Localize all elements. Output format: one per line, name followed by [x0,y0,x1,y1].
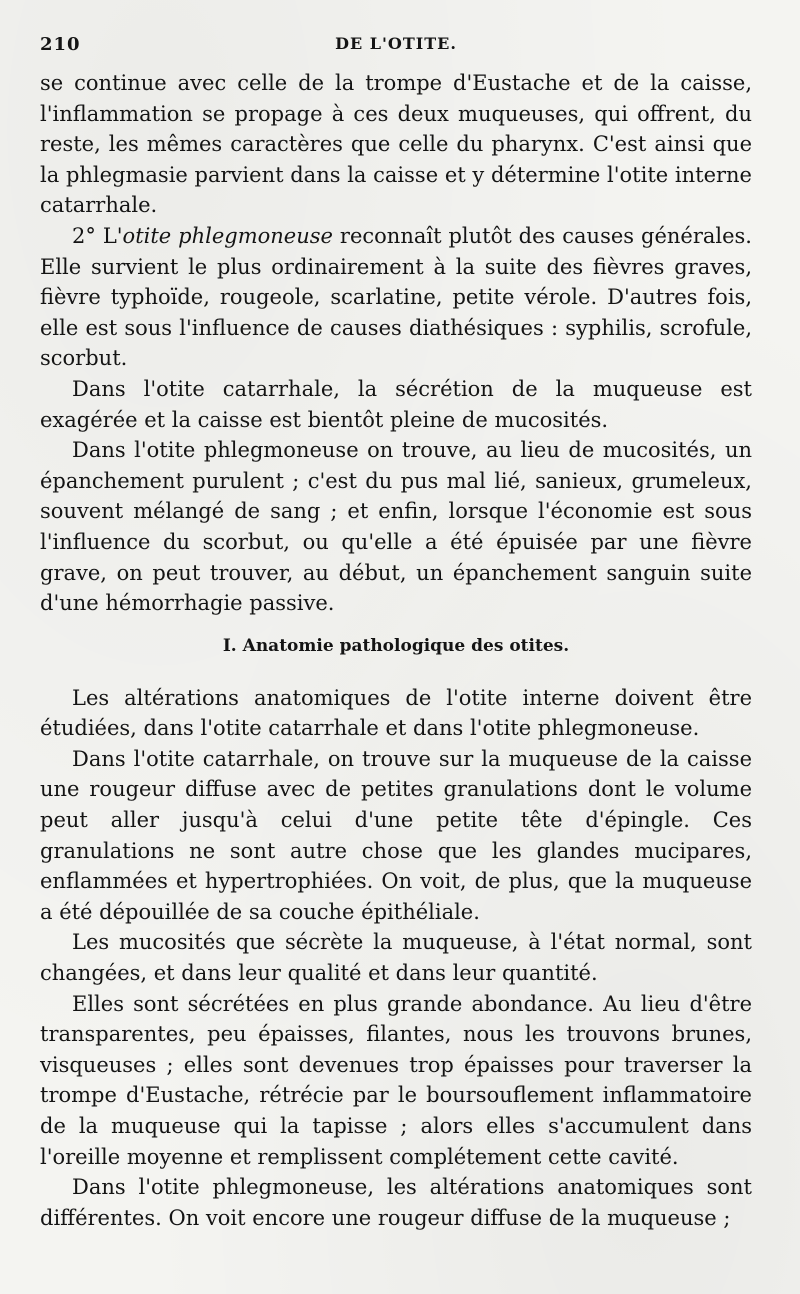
paragraph-mucosites-changees: Les mucosités que sécrète la muqueuse, à l'état normal, sont changées, et dans leur qualité et dans leur quantité. [40,930,752,986]
paragraph-phlegmoneuse-alterations: Dans l'otite phlegmoneuse, les altérations anatomiques sont différentes. On voit encore une rougeur diffuse de la muqueuse ; [40,1175,752,1230]
paragraph-catarrhale-secretion: Dans l'otite catarrhale, la sécrétion de la muqueuse est exagérée et la caisse est bientôt pleine de mucosités. [40,376,752,432]
body-text [40,68,752,1233]
paragraph-continuation: se continue avec celle de la trompe d'Eustache et de la caisse, l'inflammation se propage à ces deux muqueuses, qui offrent, du reste, les mêmes caractères que celle du pharynx. C'est ainsi que la phlegmasie parvient dans la caisse et y détermine l'otite interne catarrhale. [40,71,752,218]
section-heading: I. Anatomie pathologique des otites. [222,635,570,656]
paragraph-phlegmoneuse-epanchement: Dans l'otite phlegmoneuse on trouve, au lieu de mucosités, un épanchement purulent ; c'est du pus mal lié, sanieux, grumeleux, souvent mélangé de sang ; et enfin, lorsque l'économie est sous l'influence du scorbut, ou qu'elle a été épuisée par une fièvre grave, on peut trouver, au début, un épanchement sanguin suite d'une hémorrhagie passive. [40,438,752,616]
paragraph-secretion-abondance: Elles sont sécrétées en plus grande abondance. Au lieu d'être transparentes, peu épaisses, filantes, nous les trouvons brunes, visqueuses ; elles sont devenues trop épaisses pour traverser la trompe d'Eustache, rétrécie par le boursouflement inflammatoire de la muqueuse qui la tapisse ; alors elles s'accumulent dans l'oreille moyenne et remplissent complétement cette cavité. [40,991,752,1169]
page-number: 210 [40,34,81,55]
paragraph-rest: reconnaît plutôt des causes générales. Elle survient le plus ordinairement à la suite des fièvres graves, fièvre typhoïde, rougeole, scarlatine, petite vérole. D'autres fois, elle est sous l'influence de causes diathésiques : syphilis, scrofule, scorbut. [40,223,752,371]
paragraph-otite-phlegmoneuse [40,221,752,374]
paragraph-prefix: 2° L' [72,223,123,248]
running-head [40,34,752,60]
running-title: DE L'OTITE. [335,34,457,53]
paragraph-catarrhale-muqueuse: Dans l'otite catarrhale, on trouve sur la muqueuse de la caisse une rougeur diffuse avec de petites granulations dont le volume peut aller jusqu'à celui d'une petite tête d'épingle. Ces granulations ne sont autre chose que les glandes mucipares, enflammées et hypertrophiées. On voit, de plus, que la muqueuse a été dépouillée de sa couche épithéliale. [40,746,752,924]
italic-term: otite phlegmoneuse [122,223,333,248]
paragraph-alterations-intro: Les altérations anatomiques de l'otite interne doivent être étudiées, dans l'otite catarrhale et dans l'otite phlegmoneuse. [40,685,752,741]
